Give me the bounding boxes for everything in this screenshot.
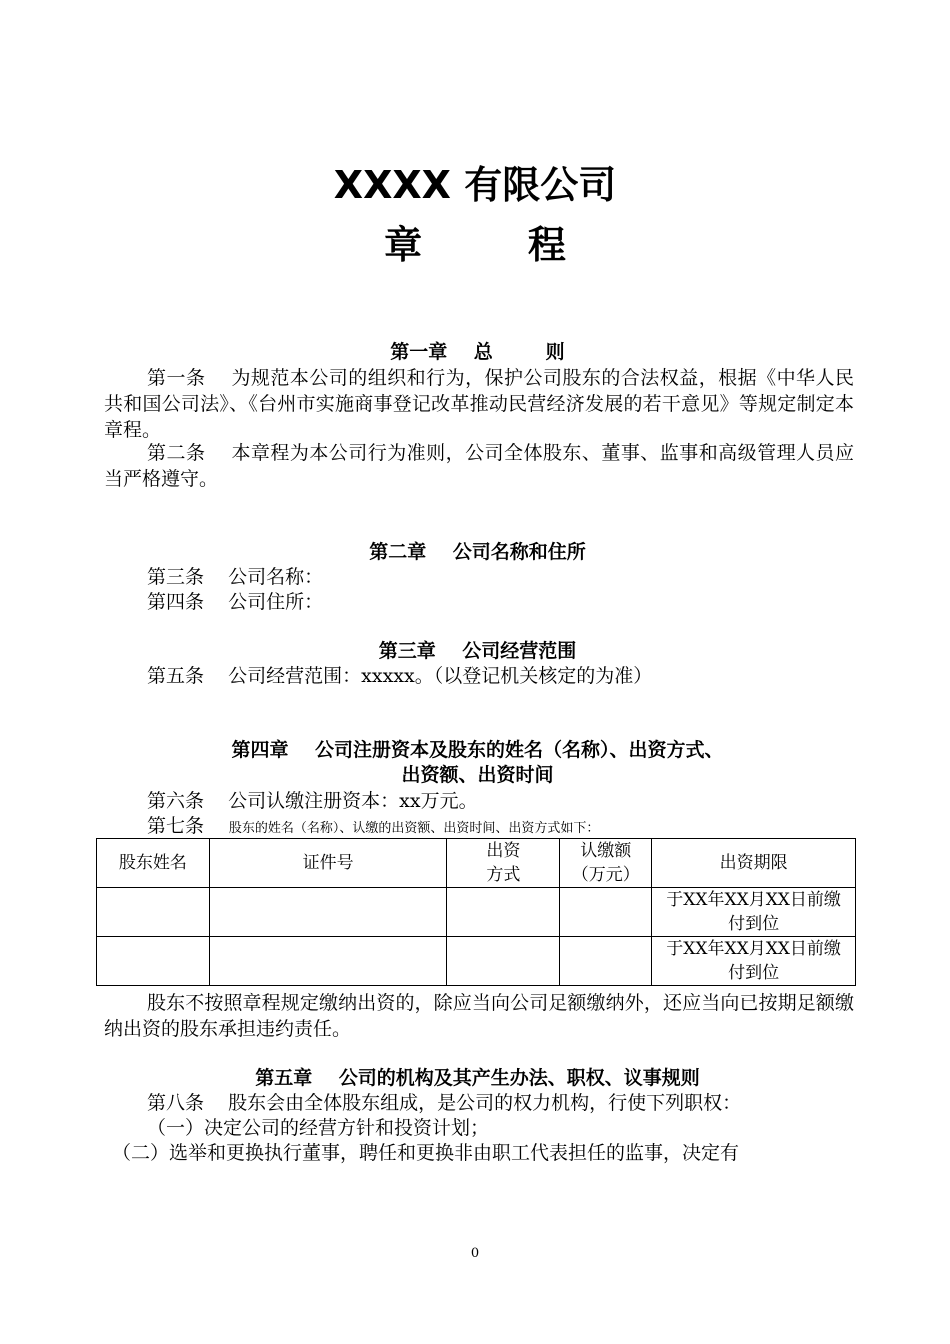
header-cell-name: 股东姓名 bbox=[97, 839, 210, 888]
article-7 bbox=[147, 814, 857, 841]
table-cell bbox=[560, 937, 652, 986]
article-1: 第一条 为规范本公司的组织和行为，保护公司股东的合法权益，根据《中华人民共和国公司法》、《台州市实施商事登记改革推动民营经济发展的若干意见》等规定制定本章程。 bbox=[104, 367, 854, 441]
chapter-2-heading: 第二章 公司名称和住所 bbox=[369, 541, 586, 563]
header-cell-id: 证件号 bbox=[209, 839, 447, 888]
table-cell-deadline: 于XX年XX月XX日前缴 付到位 bbox=[652, 937, 856, 986]
table-cell bbox=[447, 937, 560, 986]
table-row bbox=[97, 888, 856, 937]
after-table-paragraph: 股东不按照章程规定缴纳出资的，除应当向公司足额缴纳外，还应当向已按期足额缴纳出资的股东承担违约责任。 bbox=[104, 992, 854, 1040]
article-6: 第六条 公司认缴注册资本：xx万元。 bbox=[147, 790, 478, 812]
chapter-1-heading: 第一章 总 则 bbox=[390, 341, 565, 363]
article-7-label: 第七条 bbox=[147, 815, 205, 837]
page-number: 0 bbox=[470, 1246, 480, 1261]
article-8-item-1: （一）决定公司的经营方针和投资计划； bbox=[147, 1117, 490, 1139]
shareholder-table bbox=[96, 838, 856, 986]
article-2: 第二条 本章程为本公司行为准则，公司全体股东、董事、监事和高级管理人员应当严格遵守。 bbox=[104, 442, 854, 490]
header-cell-method: 出资 方式 bbox=[447, 839, 560, 888]
article-8: 第八条 股东会由全体股东组成，是公司的权力机构，行使下列职权： bbox=[147, 1092, 742, 1114]
article-4: 第四条 公司住所： bbox=[147, 591, 324, 613]
chapter-4-heading-line1: 第四章 公司注册资本及股东的姓名（名称）、出资方式、 bbox=[231, 739, 724, 761]
table-cell bbox=[209, 888, 447, 937]
header-cell-deadline: 出资期限 bbox=[652, 839, 856, 888]
table-cell bbox=[447, 888, 560, 937]
article-3: 第三条 公司名称： bbox=[147, 566, 324, 588]
chapter-4-heading-line2: 出资额、出资时间 bbox=[401, 764, 554, 786]
table-header-row bbox=[97, 839, 856, 888]
article-5: 第五条 公司经营范围：xxxxx。（以登记机关核定的为准） bbox=[147, 665, 653, 687]
document-title: XXXX 有限公司 bbox=[333, 163, 617, 207]
table-cell bbox=[209, 937, 447, 986]
article-7-text: 股东的姓名（名称）、认缴的出资额、出资时间、出资方式如下： bbox=[228, 821, 600, 836]
table-row bbox=[97, 937, 856, 986]
article-8-item-2: （二）选举和更换执行董事，聘任和更换非由职工代表担任的监事，决定有 bbox=[112, 1142, 740, 1164]
table-cell-deadline: 于XX年XX月XX日前缴 付到位 bbox=[652, 888, 856, 937]
table-cell bbox=[560, 888, 652, 937]
table-cell bbox=[97, 937, 210, 986]
table-cell bbox=[97, 888, 210, 937]
document-subtitle: 章 程 bbox=[384, 223, 566, 267]
chapter-3-heading: 第三章 公司经营范围 bbox=[378, 640, 577, 662]
header-cell-amount: 认缴额 （万元） bbox=[560, 839, 652, 888]
chapter-5-heading: 第五章 公司的机构及其产生办法、职权、议事规则 bbox=[255, 1067, 700, 1089]
